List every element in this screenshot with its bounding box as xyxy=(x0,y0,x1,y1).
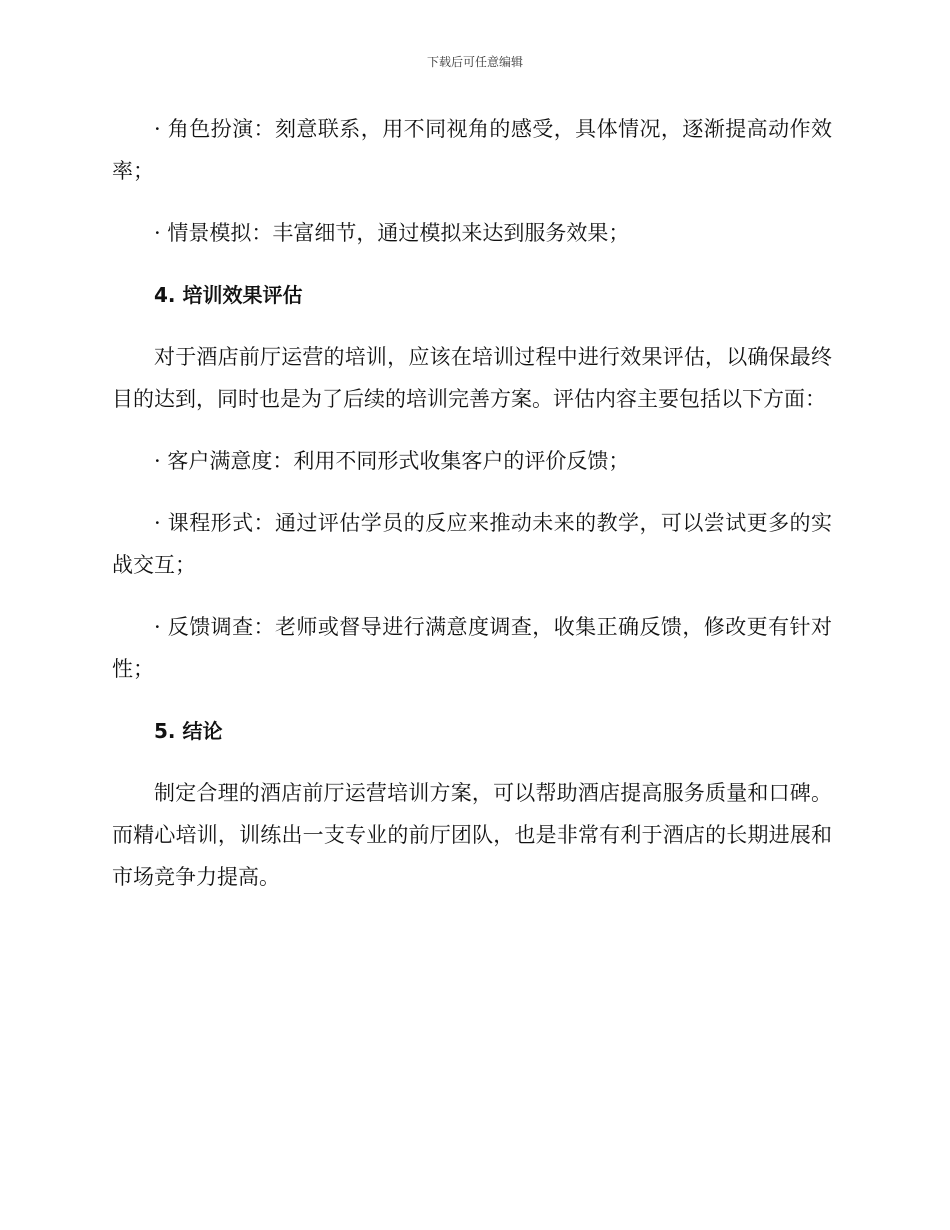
bullet-course-format: · 课程形式：通过评估学员的反应来推动未来的教学，可以尝试更多的实战交互； xyxy=(112,511,832,577)
document-body xyxy=(112,108,832,918)
section-heading-conclusion: 5. 结论 xyxy=(154,719,223,743)
bullet-feedback-survey: · 反馈调查：老师或督导进行满意度调查，收集正确反馈，修改更有针对性； xyxy=(112,615,832,681)
bullet-customer-satisfaction: · 客户满意度：利用不同形式收集客户的评价反馈； xyxy=(154,449,630,473)
paragraph-conclusion: 制定合理的酒店前厅运营培训方案，可以帮助酒店提高服务质量和口碑。而精心培训，训练出一支专业的前厅团队，也是非常有利于酒店的长期进展和市场竞争力提高。 xyxy=(112,781,832,889)
bullet-role-play: · 角色扮演：刻意联系，用不同视角的感受，具体情况，逐渐提高动作效率； xyxy=(112,117,832,183)
paragraph-evaluation-intro: 对于酒店前厅运营的培训，应该在培训过程中进行效果评估，以确保最终目的达到，同时也是为了后续的培训完善方案。评估内容主要包括以下方面： xyxy=(112,345,832,411)
section-heading-evaluation: 4. 培训效果评估 xyxy=(154,283,303,307)
page-header: 下载后可任意编辑 xyxy=(426,55,523,69)
bullet-scenario-simulation: · 情景模拟：丰富细节，通过模拟来达到服务效果； xyxy=(154,221,630,245)
